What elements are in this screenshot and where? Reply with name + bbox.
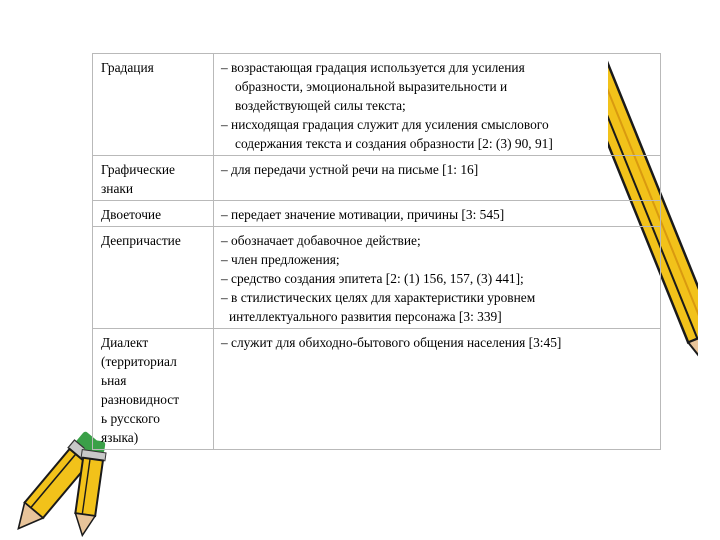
term-text: (территориал bbox=[101, 354, 177, 369]
definition-line: – возрастающая градация используется для усиления bbox=[221, 60, 525, 75]
term-text: ь русского bbox=[101, 411, 160, 426]
definition-line: образности, эмоциональной выразительности и bbox=[235, 79, 508, 94]
term-cell bbox=[93, 201, 214, 227]
term-text: Деепричастие bbox=[101, 233, 181, 248]
definition-line: воздействующей силы текста; bbox=[235, 98, 406, 113]
definition-cell bbox=[214, 156, 661, 201]
definition-line: – обозначает добавочное действие; bbox=[221, 233, 421, 248]
term-cell bbox=[93, 156, 214, 201]
table-row bbox=[93, 329, 661, 450]
term-text: языка) bbox=[101, 430, 139, 445]
term-cell bbox=[93, 227, 214, 329]
term-text: Градация bbox=[101, 60, 154, 75]
definition-line: – служит для обиходно-бытового общения населения [3:45] bbox=[221, 335, 562, 350]
term-text: ьная bbox=[101, 373, 127, 388]
term-cell bbox=[93, 329, 214, 450]
definition-line: содержания текста и создания образности [2: (3) 90, 91] bbox=[235, 136, 553, 151]
table-row bbox=[93, 156, 661, 201]
definition-cell bbox=[214, 227, 661, 329]
definition-line: – член предложения; bbox=[221, 252, 340, 267]
definition-line: – передает значение мотивации, причины [3: 545] bbox=[221, 207, 505, 222]
term-cell bbox=[93, 54, 214, 156]
definition-cell bbox=[214, 54, 661, 156]
definition-cell bbox=[214, 201, 661, 227]
definition-cell bbox=[214, 329, 661, 450]
table-row bbox=[93, 54, 661, 156]
definition-line: – нисходящая градация служит для усиления смыслового bbox=[221, 117, 549, 132]
term-text: Двоеточие bbox=[101, 207, 162, 222]
term-text: разновидност bbox=[101, 392, 180, 407]
term-text: Графические знаки bbox=[101, 162, 175, 196]
terms-table bbox=[92, 53, 661, 450]
definition-line: – для передачи устной речи на письме [1: 16] bbox=[221, 162, 479, 177]
table-row bbox=[93, 201, 661, 227]
term-text: Диалект bbox=[101, 335, 149, 350]
table-row bbox=[93, 227, 661, 329]
definition-line: – средство создания эпитета [2: (1) 156, 157, (3) 441]; bbox=[221, 271, 524, 286]
pencil-icon-bottom-left-2 bbox=[55, 438, 125, 538]
definition-line: интеллектуального развития персонажа [3: 339] bbox=[229, 309, 502, 324]
definition-line: – в стилистических целях для характеристики уровнем bbox=[221, 290, 536, 305]
